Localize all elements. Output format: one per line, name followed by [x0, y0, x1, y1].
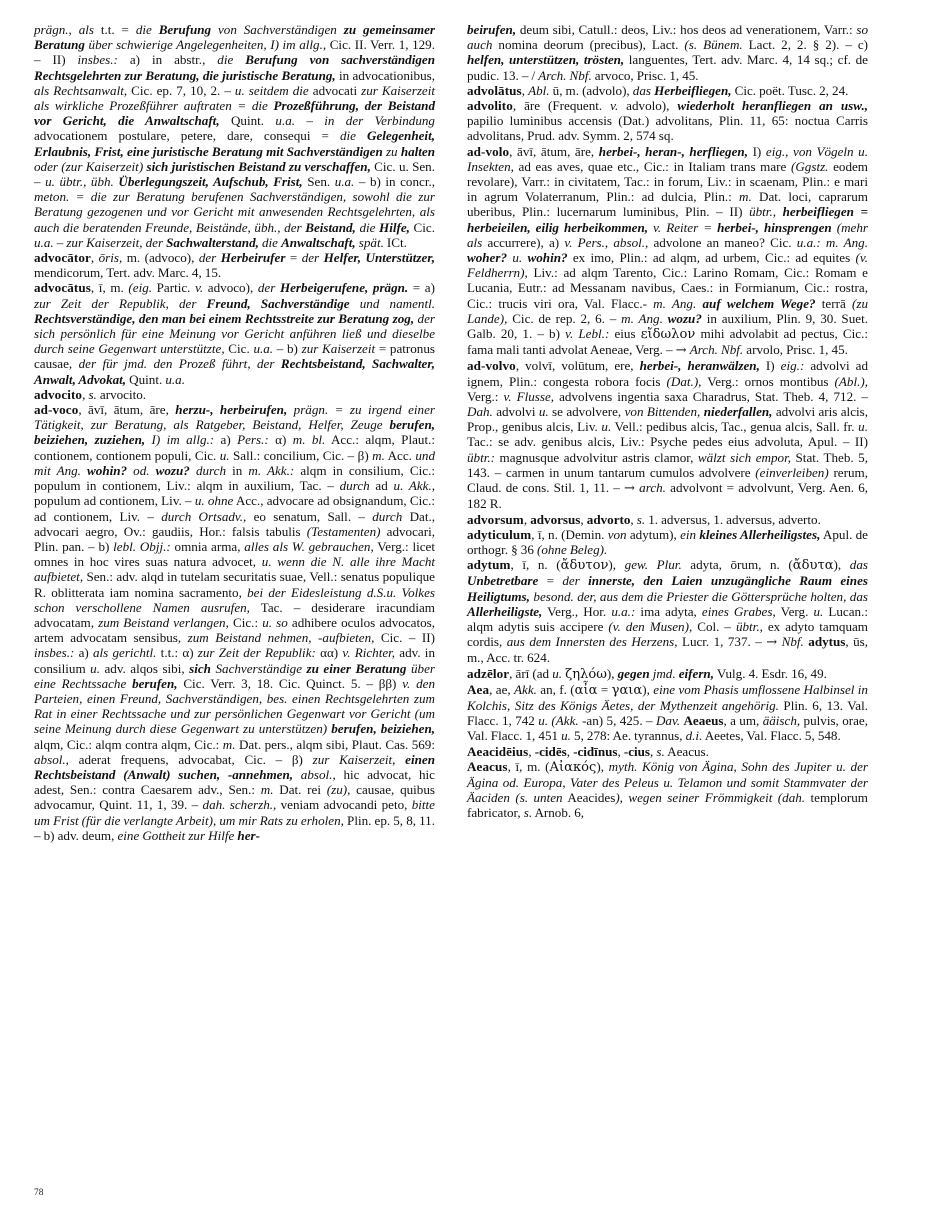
- entry-ad-voco-continuation: beirufen, deum sibi, Catull.: deos, Liv.: hos deos ad venerationem, Varr.: so auch nomina deorum (precibus), Lact. (s. Bünem. Lact. 2, 2. § 2). – c) helfen, unterstützen, trösten, languentes, Tert. adv. Marc. 4, 14 sq.; cf. de pudic. 13. – / Arch. Nbf. arvoco, Prisc. 1, 45.: [467, 22, 869, 83]
- headword: ad-volvo: [467, 358, 516, 374]
- entry-aeacus: Aeacus, ī, m. (Αἰακός), myth. König von Ägina, Sohn des Jupiter u. der Ägina od. Europa, Vater des Peleus u. Telamon und somit Stammvater der Äaciden (s. unten Aeacides), wegen seiner Frömmigkeit (dah. templorum fabricator, s. Arnob. 6,: [467, 758, 868, 821]
- entry-advocatus: advocātus, ī, m. (eig. Partic. v. advoco), der Herbeigerufene, prägn. = a) zur Zeit der Republik, der Freund, Sachverständige und namentl. Rechtsverständige, den man bei einem Rechtsstreite zur Beratung zog, der sich persönlich für eine Meinung vor Gericht anführen ließ und dieselbe durch seine Gegenwart unterstützte, Cic. u.a. – b) zur Kaiserzeit = patronus causae, der für jmd. den Prozeß führt, der Rechtsbeistand, Sachwalter, Anwalt, Advokat, Quint. u.a.: [34, 280, 436, 387]
- headword: advolito: [467, 98, 513, 114]
- headword: advocātus: [34, 280, 91, 296]
- headword: adyticulum: [467, 526, 532, 542]
- entry-aea: Aea, ae, Akk. an, f. (αἶα = γαια), eine vom Phasis umflossene Halbinsel in Kolchis, Sitz des Königs Äetes, der Mythenzeit angehörig. Plin. 6, 13. Val. Flacc. 1, 742 u. (Akk. -an) 5, 425. – Dav. Aeaeus, a um, ääisch, pulvis, orae, Val. Flacc. 1, 451 u. 5, 278: Ae. tyrannus, d.i. Aeetes, Val. Flacc. 5, 548.: [467, 681, 869, 744]
- headword: ad-voco: [34, 402, 79, 418]
- entry-ad-voco: ad-voco, āvī, ātum, āre, herzu-, herbeirufen, prägn. = zu irgend einer Tätigkeit, zur Beratung, als Ratgeber, Beistand, Helfer, Zeuge berufen, beiziehen, zuziehen, I) im allg.: a) Pers.: α) m. bl. Acc.: alqm, Plaut.: contionem, contionem populi, Cic. u. Sall.: concilium, Cic. – β) m. Acc. und mit Ang. wohin? od. wozu? durch in m. Akk.: alqm in consilium, Cic.: populum in contionem, Liv.: alqm in auxilium, Tac. – durch ad u. Akk., populum ad contionem, Liv. – u. ohne Acc., advocare ad obsignandum, Cic.: ad contionem, Liv. – durch Ortsadv., eo senatum, Sall. – durch Dat., advocari aegro, Ov.: gaudiis, Hor.: falsis tabulis (Testamenten) advocari, Plin. pan. – b) lebl. Objj.: omnia arma, alles als W. gebrauchen, Verg.: licet omnes in hoc vires suas natura advocet, u. wenn die N. alle ihre Macht aufbietet, Sen.: adv. alqd in tutelam securitatis suae, Vell.: senatus populique R. oblitterata iam nomina sacramento, bei der Eidesleistung d.S.u. Volkes schon verschollene Namen ausrufen, Tac. – desiderare iracundiam advocatam, zum Beistand verlangen, Cic.: u. so adhibere oculos advocatos, artem advocatam sensibus, zum Beistand nehmen, -aufbieten, Cic. – II) insbes.: a) als gerichtl. t.t.: α) zur Zeit der Republik: αα) v. Richter, adv. in consilium u. adv. alqos sibi, sich Sachverständige zu einer Beratung über eine Rechtssache berufen, Cic. Verr. 3, 18. Cic. Quinct. 5. – ββ) v. den Parteien, einen Freund, Sachverständigen, bes. einen Rechtsgelehrten zum Rat in einer Rechtssache und zur persönlichen Gegenwart vor Gericht (um seine Meinung durch diese Gegenwart zu unterstützen) berufen, beiziehen, alqm, Cic.: alqm contra alqm, Cic.: m. Dat. pers., alqm sibi, Plaut. Cas. 569: absol., aderat frequens, advocabat, Cic. – β) zur Kaiserzeit, einen Rechtsbeistand (Anwalt) suchen, -annehmen, absol., hic advocat, hic adest, Sen.: contra Caesarem adv., Sen.: m. Dat. rei (zu), causae, quibus advocamur, Quint. 11, 1, 39. – dah. scherzh., veniam advocandi peto, bitte um Frist (für die verlangte Arbeit), um mir Rats zu erholen, Plin. ep. 5, 8, 11. – b) adv. deum, eine Gottheit zur Hilfe her-: [34, 402, 436, 843]
- headword: ad-volo: [467, 143, 510, 159]
- headword: advolātus: [467, 82, 522, 98]
- left-text-column: [34, 22, 435, 843]
- entry-ad-volo: ad-volo, āvī, ātum, āre, herbei-, heran-, herfliegen, I) eig., von Vögeln u. Insekten, ad eas aves, quae etc., Cic.: in Italiam trans mare (Ggstz. eodem revolare), Varr.: in civitatem, Tac.: in forum, Liv.: in scaenam, Plin.: e mari in agrum Volaterranum, Plin.: ad dulcia, Plin.: m. Dat. loci, caprarum uberibus, Plin.: lucernarum luminibus, Plin. – II) übtr., herbeifliegen = herbeieilen, eilig herbeikommen, v. Reiter = herbei-, hinsprengen (mehr als accurrere), a) v. Pers., absol., advolone an maneo? Cic. u.a.: m. Ang. woher? u. wohin? ex imo, Plin.: ad alqm, ad urbem, Cic.: ad equites (v. Feldherrn), Liv.: ad alqm Tarento, Cic.: Larino Romam, Cic.: Romam e Lucania, Eutr.: ad Messanam navibus, Caes.: in Formianum, Cic.: rostra, Cic.: trucis viri ora, Val. Flacc.- m. Ang. auf welchem Wege? terrā (zu Lande), Cic. de rep. 2, 6. – m. Ang. wozu? in auxilium, Plin. 9, 30. Suet. Galb. 20, 1. – b) v. Lebl.: eius εἴδωλον mihi advolabit ad pectus, Cic.: fama mali tanti advolat Aeneae, Verg. – → Arch. Nbf. arvolo, Prisc. 1, 45.: [467, 143, 869, 359]
- headword: adzēlor: [467, 665, 510, 681]
- entry-advolito: advolito, āre (Frequent. v. advolo), wiederholt heranfliegen an usw., papilio luminibus accensis (Dat.) advolitans, Plin. 11, 65: noctua Carris advolitans, Prud. adv. Symm. 2, 574 sq.: [467, 98, 868, 144]
- headword: adytum: [467, 557, 511, 573]
- right-text-column: [467, 22, 868, 821]
- entry-ad-volvo: ad-volvo, volvī, volūtum, ere, herbei-, heranwälzen, I) eig.: advolvi ad ignem, Plin.: congesta robora focis (Dat.), Verg.: ornos montibus (Abl.), Verg.: v. Flusse, advolvens ingentia saxa Charadrus, Stat. Theb. 4, 712. – Dah. advolvi u. se advolvere, von Bittenden, niederfallen, advolvi aris alcis, Prop., genibus alcis, Liv. u. Vell.: pedibus alcis, Tac., genua alcis, Sall. fr. u. Tac.: se adv. genibus alcis, Liv.: Psyche pedes eius advoluta, Apul. – II) übtr.: magnusque advolvitur astris clamor, wälzt sich empor, Stat. Theb. 5, 143. – carmen in unum tantarum cumulos advolvere (einverleiben) rerum, Claud. de cons. Stil. 1, 11. – → arch. advolvont = advolvunt, Verg. Aen. 6, 182 R.: [467, 358, 869, 512]
- entry-advocator: advocātor, ōris, m. (advoco), der Herbeirufer = der Helfer, Unterstützer, mendicorum, Tert. adv. Marc. 4, 15.: [34, 250, 435, 281]
- entry-adzelor: adzēlor, ārī (ad u. ζηλόω), gegen jmd. eifern, Vulg. 4. Esdr. 16, 49.: [467, 665, 827, 682]
- headword: Aeacus: [467, 758, 508, 774]
- headword: advocito: [34, 386, 83, 402]
- entry-advolatus: advolātus, Abl. ū, m. (advolo), das Herbeifliegen, Cic. poët. Tusc. 2, 24.: [467, 82, 849, 98]
- entry-aeacideius: Aeacidēius, -cidēs, -cidīnus, -cius, s. Aeacus.: [467, 743, 709, 759]
- entry-adyticulum: adyticulum, ī, n. (Demin. von adytum), ein kleines Allerheiligstes, Apul. de orthogr. § 36 (ohne Beleg).: [467, 526, 868, 557]
- entry-advorsum: advorsum, advorsus, advorto, s. 1. adversus, 1. adversus, adverto.: [467, 511, 821, 527]
- two-column-layout: [34, 22, 899, 1172]
- entry-advocatio-continuation: prägn., als t.t. = die Berufung von Sachverständigen zu gemeinsamer Beratung über schwierige Angelegenheiten, I) im allg., Cic. II. Verr. 1, 129. – II) insbes.: a) in abstr., die Berufung von sachverständigen Rechtsgelehrten zur Beratung, die juristische Beratung, in advocationibus, als Rechtsanwalt, Cic. ep. 7, 10, 2. – u. seitdem die advocati zur Kaiserzeit als wirkliche Prozeßführer auftraten = die Prozeßführung, der Beistand vor Gericht, die Anwaltschaft, Quint. u.a. – in der Verbindung advocationem postulare, petere, dare, consequi = die Gelegenheit, Erlaubnis, Frist, eine juristische Beratung mit Sachverständigen zu halten oder (zur Kaiserzeit) sich juristischen Beistand zu verschaffen, Cic. u. Sen. – u. übtr., übh. Überlegungszeit, Aufschub, Frist, Sen. u.a. – b) in concr., meton. = die zur Beratung berufenen Sachverständigen, sowohl die zur Beratung gezogenen und vor Gericht mit anwesenden Rechtsgelehrten, als auch die beratenden Freunde, Beistände, übh., der Beistand, die Hilfe, Cic. u.a. – zur Kaiserzeit, der Sachwalterstand, die Anwaltschaft, spät. ICt.: [34, 22, 436, 250]
- entry-adytum: adytum, ī, n. (ἄδυτον), gew. Plur. adyta, ōrum, n. (ἄδυτα), das Unbetretbare = der innerste, den Laien unzugängliche Raum eines Heiligtums, besond. der, aus dem die Priester die Göttersprüche holten, das Allerheiligste, Verg., Hor. u.a.: ima adyta, eines Grabes, Verg. u. Lucan.: alqm adytis suis accipere (v. den Musen), Col. – übtr., ex adyto tamquam cordis, aus dem Innersten des Herzens, Lucr. 1, 737. – → Nbf. adytus, ūs, m., Acc. tr. 624.: [467, 557, 869, 666]
- entry-advocito: advocito, s. arvocito.: [34, 386, 147, 402]
- headword: Aea: [467, 681, 490, 697]
- headword: Aeacidēius: [467, 743, 529, 759]
- headword: advocātor: [34, 250, 91, 266]
- headword: advorsum: [467, 511, 524, 527]
- page-number: 78: [34, 1188, 44, 1198]
